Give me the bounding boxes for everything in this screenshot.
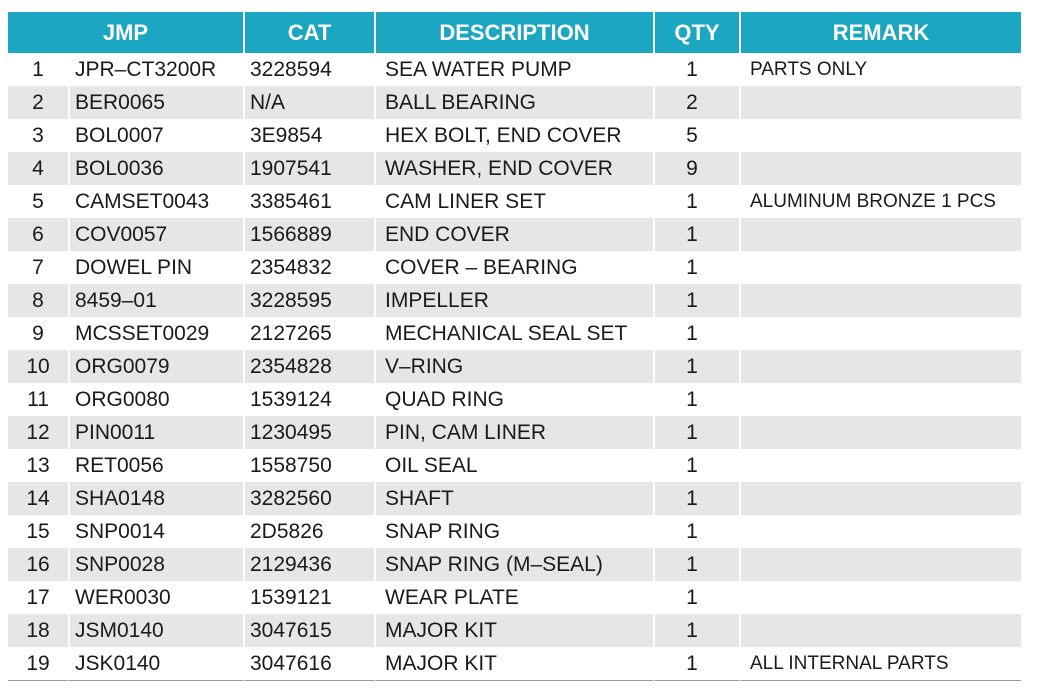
row-number: 14 [8,482,68,515]
table-row [8,317,1021,350]
cat-number: 3228595 [243,284,374,317]
remark [739,119,1021,152]
remark [739,515,1021,548]
cat-number: N/A [243,86,374,119]
remark [739,317,1021,350]
part-description: MAJOR KIT [374,614,653,647]
row-number: 4 [8,152,68,185]
part-description: OIL SEAL [374,449,653,482]
header-row [8,12,1021,53]
jmp-code: ORG0080 [68,383,243,416]
row-number: 3 [32,123,44,147]
part-description: BALL BEARING [374,86,653,119]
remark [739,581,1021,614]
quantity: 9 [653,152,739,185]
table-row [8,482,1021,515]
header-jmp: JMP [8,12,243,53]
part-description: CAM LINER SET [374,185,653,218]
part-description: PIN, CAM LINER [374,416,653,449]
header-cat: CAT [243,12,374,53]
jmp-code: SHA0148 [68,482,243,515]
cat-number: 1539124 [243,383,374,416]
part-description: SNAP RING [374,515,653,548]
header-qty: QTY [653,12,739,53]
row-number: 12 [8,416,68,449]
jmp-code: PIN0011 [68,416,243,449]
table-header [8,12,1021,53]
cat-number: 2354828 [243,350,374,383]
quantity: 1 [653,515,739,548]
row-number: 2 [8,86,68,119]
cat-number: 3E9854 [243,119,374,152]
jmp-code: BOL0036 [68,152,243,185]
table-row [8,251,1021,284]
table-row [8,515,1021,548]
cat-number: 1230495 [243,416,374,449]
jmp-code: JPR–CT3200R [68,53,243,86]
remark [739,449,1021,482]
part-description: COVER – BEARING [374,251,653,284]
quantity: 1 [653,350,739,383]
table-row [8,647,1021,681]
table-row [8,53,1021,86]
cat-number: 1566889 [243,218,374,251]
remark: ALUMINUM BRONZE 1 PCS [739,185,1021,218]
table-row [8,86,1021,119]
part-description: SHAFT [374,482,653,515]
jmp-code: COV0057 [68,218,243,251]
table-body [8,53,1021,681]
jmp-code: WER0030 [68,581,243,614]
table-row [8,185,1021,218]
part-description: SNAP RING (M–SEAL) [374,548,653,581]
cat-number: 3228594 [243,53,374,86]
quantity: 1 [653,383,739,416]
table-row [8,614,1021,647]
cat-number: 3047616 [243,647,374,681]
cat-number: 2127265 [243,317,374,350]
jmp-code: SNP0014 [68,515,243,548]
remark [739,482,1021,515]
jmp-code: JSK0140 [68,647,243,681]
cat-number: 1539121 [243,581,374,614]
cat-number: 1907541 [243,152,374,185]
row-number: 11 [27,387,49,411]
row-number: 15 [26,519,50,543]
row-number: 6 [8,218,68,251]
jmp-code: BER0065 [68,86,243,119]
part-description: MECHANICAL SEAL SET [374,317,653,350]
jmp-code: RET0056 [68,449,243,482]
remark [739,218,1021,251]
part-description: QUAD RING [374,383,653,416]
part-description: END COVER [374,218,653,251]
remark [739,350,1021,383]
header-remark: REMARK [739,12,1021,53]
table-row [8,350,1021,383]
table-row [8,449,1021,482]
cat-number: 2129436 [243,548,374,581]
remark [739,86,1021,119]
part-description: IMPELLER [374,284,653,317]
part-description: WASHER, END COVER [374,152,653,185]
row-number: 17 [26,585,50,609]
table-row [8,152,1021,185]
jmp-code: 8459–01 [68,284,243,317]
row-number: 18 [8,614,68,647]
quantity: 2 [653,86,739,119]
jmp-code: ORG0079 [68,350,243,383]
remark: PARTS ONLY [739,53,1021,86]
quantity: 1 [653,185,739,218]
quantity: 5 [653,119,739,152]
jmp-code: MCSSET0029 [68,317,243,350]
quantity: 1 [653,647,739,681]
row-number: 16 [8,548,68,581]
parts-table [8,12,1021,681]
table-row [8,581,1021,614]
remark [739,614,1021,647]
part-description: WEAR PLATE [374,581,653,614]
table-row [8,416,1021,449]
quantity: 1 [653,614,739,647]
table-row [8,383,1021,416]
cat-number: 3047615 [243,614,374,647]
table-row [8,284,1021,317]
row-number: 5 [32,189,44,213]
row-number: 7 [32,255,44,279]
quantity: 1 [653,218,739,251]
quantity: 1 [653,284,739,317]
jmp-code: JSM0140 [68,614,243,647]
row-number: 19 [8,647,68,681]
remark [739,152,1021,185]
quantity: 1 [653,482,739,515]
remark [739,383,1021,416]
row-number: 9 [32,321,44,345]
table-row [8,548,1021,581]
remark [739,284,1021,317]
table-row [8,218,1021,251]
row-number: 8 [8,284,68,317]
jmp-code: CAMSET0043 [68,185,243,218]
part-description: SEA WATER PUMP [374,53,653,86]
jmp-code: SNP0028 [68,548,243,581]
quantity: 1 [653,449,739,482]
cat-number: 3282560 [243,482,374,515]
cat-number: 2D5826 [243,515,374,548]
cat-number: 3385461 [243,185,374,218]
row-number: 13 [26,453,50,477]
part-description: MAJOR KIT [374,647,653,681]
quantity: 1 [653,416,739,449]
cat-number: 2354832 [243,251,374,284]
header-description: DESCRIPTION [374,12,653,53]
remark [739,416,1021,449]
quantity: 1 [653,53,739,86]
table-row [8,119,1021,152]
cat-number: 1558750 [243,449,374,482]
row-number: 10 [8,350,68,383]
remark [739,251,1021,284]
jmp-code: BOL0007 [68,119,243,152]
quantity: 1 [653,251,739,284]
row-number: 1 [32,57,44,81]
part-description: HEX BOLT, END COVER [374,119,653,152]
quantity: 1 [653,548,739,581]
quantity: 1 [653,581,739,614]
remark [739,548,1021,581]
remark: ALL INTERNAL PARTS [739,647,1021,681]
part-description: V–RING [374,350,653,383]
quantity: 1 [653,317,739,350]
jmp-code: DOWEL PIN [68,251,243,284]
